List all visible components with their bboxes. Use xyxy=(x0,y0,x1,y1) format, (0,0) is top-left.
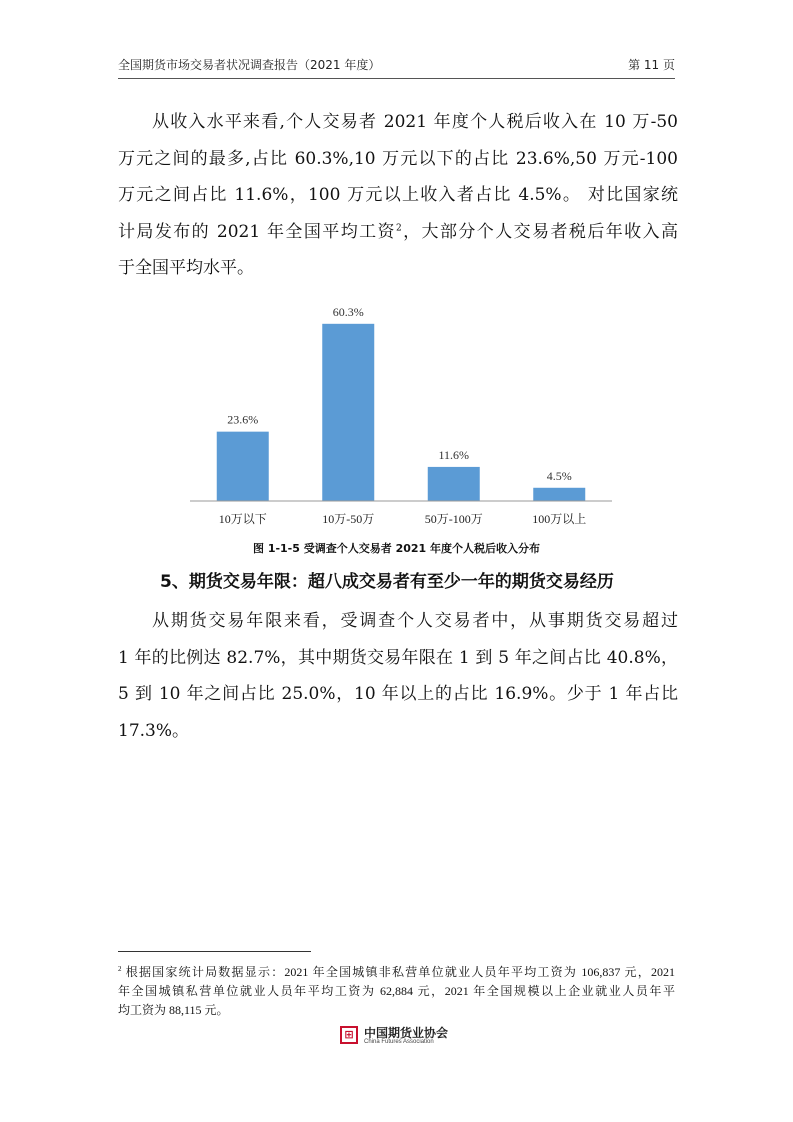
paragraph-line: 万元之间的最多,占比 60.3%,10 万元以下的占比 23.6%,50 万元-100 xyxy=(118,148,678,169)
header-divider xyxy=(118,78,675,79)
paragraph-line: 于全国平均水平。 xyxy=(118,258,254,278)
footnote-divider xyxy=(118,951,311,952)
footnote-marker: 2 xyxy=(118,965,122,973)
footnote-reference[interactable]: 2 xyxy=(395,222,402,233)
category-label-2: 50万-100万 xyxy=(424,512,483,526)
data-label-1: 60.3% xyxy=(332,304,364,319)
chart-canvas xyxy=(180,285,620,530)
paragraph-line: 万元之间占比 11.6%，100 万元以上收入者占比 4.5%。 对比国家统 xyxy=(118,185,678,205)
paragraph-line: 从期货交易年限来看，受调查个人交易者中，从事期货交易超过 xyxy=(152,611,678,631)
footnote-line: 均工资为 88,115 元。 xyxy=(118,1003,229,1017)
paragraph-line xyxy=(118,214,678,251)
bar-3 xyxy=(533,488,585,501)
category-label-1: 10万-50万 xyxy=(322,512,375,526)
report-title: 全国期货市场交易者状况调查报告（2021 年度） xyxy=(118,58,381,72)
bar-0 xyxy=(217,432,269,501)
paragraph-text: 计局发布的 2021 年全国平均工资 xyxy=(118,221,396,242)
footnote-line: 年全国城镇私营单位就业人员年平均工资为 62,884 元，2021 年全国规模以上企业就业人员年平 xyxy=(118,984,675,998)
logo-name-en: China Futures Association xyxy=(364,1039,434,1045)
category-label-0: 10万以下 xyxy=(218,512,267,526)
footnote-text: 根据国家统计局数据显示：2021 年全国城镇非私营单位就业人员年平均工资为 106,837 元，2021 xyxy=(125,965,675,979)
figure-caption: 图 1-1-5 受调查个人交易者 2021 年度个人税后收入分布 xyxy=(252,542,541,555)
paragraph-line: 从收入水平来看,个人交易者 2021 年度个人税后收入在 10 万-50 xyxy=(152,112,678,132)
cfa-logo-icon: ⊞ xyxy=(340,1026,358,1044)
paragraph-line: 17.3%。 xyxy=(118,720,190,741)
income-bar-chart xyxy=(180,285,620,530)
footnote xyxy=(118,960,675,1020)
cfa-logo xyxy=(340,1024,460,1048)
data-label-2: 11.6% xyxy=(438,447,470,462)
page-number: 第 11 页 xyxy=(628,58,675,72)
paragraph-text: ，大部分个人交易者税后年收入高 xyxy=(401,221,679,242)
bar-2 xyxy=(428,467,480,501)
category-label-3: 100万以上 xyxy=(532,512,587,526)
logo-name-cn: 中国期货业协会 xyxy=(364,1026,449,1040)
page-header xyxy=(118,56,675,76)
bar-1 xyxy=(322,324,374,501)
data-label-3: 4.5% xyxy=(546,468,572,483)
paragraph-line: 5 到 10 年之间占比 25.0%，10 年以上的占比 16.9%。少于 1 年占比 xyxy=(118,684,678,704)
section-heading: 5、期货交易年限：超八成交易者有至少一年的期货交易经历 xyxy=(160,572,614,592)
data-label-0: 23.6% xyxy=(227,412,259,427)
trading-years-paragraph xyxy=(118,603,678,749)
income-paragraph xyxy=(118,104,678,287)
paragraph-line: 1 年的比例达 82.7%，其中期货交易年限在 1 到 5 年之间占比 40.8%， xyxy=(118,647,678,668)
footnote-line xyxy=(118,960,675,982)
